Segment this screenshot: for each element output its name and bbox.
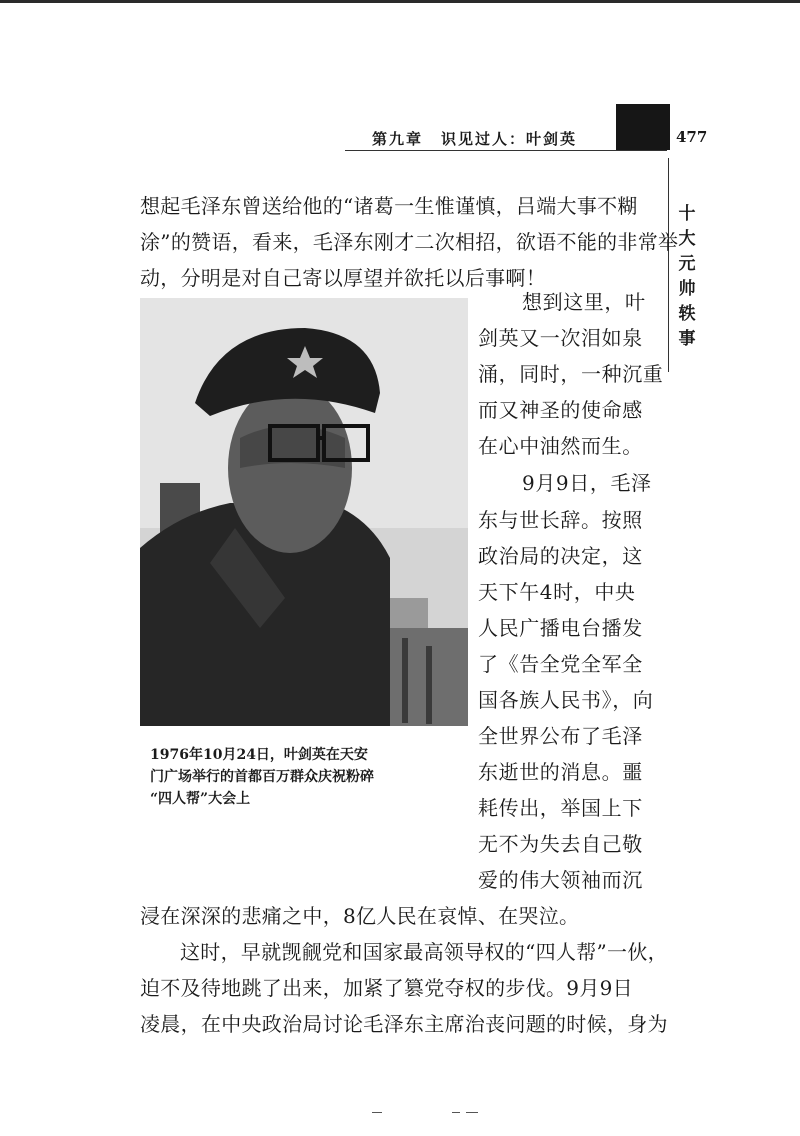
caption-line: “四人帮”大会上 [150,791,251,807]
body-line: 想到这里，叶 [522,290,646,314]
chapter-label: 第九章 [372,130,424,148]
side-title-char: 帅 [678,279,696,299]
scan-mark [372,1112,382,1113]
side-book-title [676,202,698,352]
side-title-char: 事 [678,329,696,349]
body-line: 东与世长辞。按照 [478,508,643,532]
body-line: 东逝世的消息。噩 [478,760,643,784]
body-line: 浸在深深的悲痛之中，8亿人民在哀悼、在哭泣。 [140,904,580,928]
body-line: 涂”的赞语，看来，毛泽东刚才二次相招，欲语不能的非常举 [140,230,679,254]
caption-line: 门广场举行的首都百万群众庆祝粉碎 [150,769,374,785]
body-line: 9月9日，毛泽 [522,471,652,495]
page-thumb-tab [616,104,670,150]
side-title-rule [668,158,669,372]
side-title-char: 轶 [678,304,696,324]
body-line: 人民广播电台播发 [478,616,643,640]
body-line: 天下午4时，中央 [478,580,636,604]
body-line: 了《告全党全军全 [478,652,643,676]
side-title-char: 大 [678,229,696,249]
body-line: 在心中油然而生。 [478,434,643,458]
running-header [372,128,577,149]
body-line: 剑英又一次泪如泉 [478,326,643,350]
body-line: 耗传出，举国上下 [478,796,643,820]
header-rule [345,150,667,151]
body-line: 这时，早就觊觎党和国家最高领导权的“四人帮”一伙， [180,940,668,964]
chapter-title: 识见过人：叶剑英 [441,130,578,148]
top-scan-rule [0,0,800,3]
body-line: 国各族人民书》，向 [478,688,654,712]
scan-mark [466,1112,478,1113]
body-line: 动，分明是对自己寄以厚望并欲托以后事啊！ [140,266,546,290]
side-title-char: 元 [678,254,696,274]
page-number: 477 [676,128,708,146]
scan-mark [452,1112,460,1113]
body-line: 涌，同时，一种沉重 [478,362,664,386]
side-title-char: 十 [678,204,696,224]
body-line: 而又神圣的使命感 [478,398,643,422]
body-line: 政治局的决定，这 [478,544,643,568]
historical-photo [140,298,468,726]
body-line: 全世界公布了毛泽 [478,724,643,748]
body-line: 凌晨，在中央政治局讨论毛泽东主席治丧问题的时候，身为 [140,1012,668,1036]
caption-line: 1976年10月24日，叶剑英在天安 [150,747,368,763]
body-line: 想起毛泽东曾送给他的“诸葛一生惟谨慎，吕端大事不糊 [140,194,638,218]
body-line: 爱的伟大领袖而沉 [478,868,643,892]
photo-caption [150,744,468,810]
body-line: 无不为失去自己敬 [478,832,643,856]
body-line: 迫不及待地跳了出来，加紧了篡党夺权的步伐。9月9日 [140,976,633,1000]
